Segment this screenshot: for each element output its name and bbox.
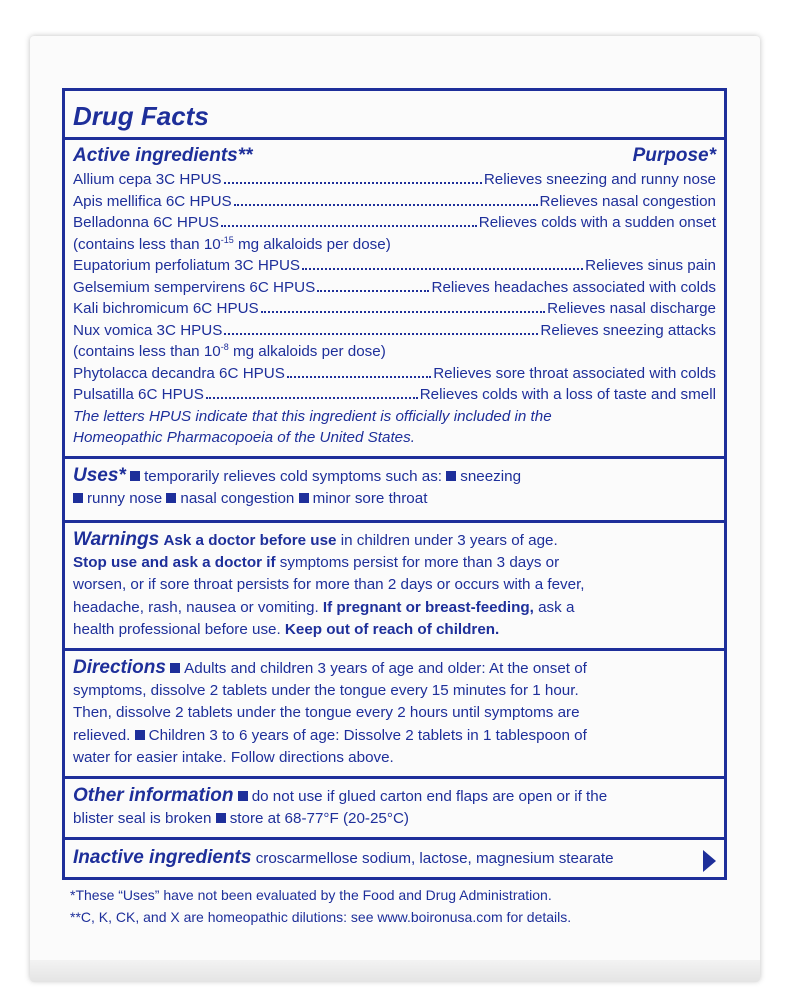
directions-line-5: water for easier intake. Follow directions above. <box>73 749 394 766</box>
ingredient-name: Kali bichromicum 6C HPUS <box>73 300 259 317</box>
ingredient-row <box>73 384 716 406</box>
ingredient-purpose: Relieves colds with a sudden onset <box>478 214 716 231</box>
continue-arrow-icon <box>703 850 716 872</box>
ingredient-purpose: Relieves headaches associated with colds <box>431 278 716 296</box>
warnings-line-1 <box>73 529 716 552</box>
uses-heading: Uses* <box>73 465 126 486</box>
purpose-heading: Purpose* <box>632 145 716 166</box>
uses-item: sneezing <box>460 468 522 485</box>
ingredient-row <box>73 169 716 191</box>
hpus-note-line-1: The letters HPUS indicate that this ingredient is officially included in the <box>73 407 552 425</box>
square-bullet-icon <box>238 791 248 801</box>
dot-leader <box>234 204 538 206</box>
ingredient-row <box>73 191 716 213</box>
other-info-line-2 <box>73 808 716 830</box>
uses-item: runny nose <box>87 490 163 507</box>
other-info-line-1 <box>73 785 716 808</box>
ingredient-row <box>73 320 716 342</box>
warnings-line-3: worsen, or if sore throat persists for more than 2 days or occurs with a fever, <box>73 576 585 593</box>
warning-text: health professional before use. <box>73 621 285 638</box>
inactive-text: croscarmellose sodium, lactose, magnesium stearate <box>255 850 614 867</box>
directions-line-3: Then, dissolve 2 tablets under the tongue every 2 hours until symptoms are <box>73 704 580 721</box>
square-bullet-icon <box>216 813 226 823</box>
directions-divider <box>65 648 724 651</box>
directions-line-1 <box>73 657 716 680</box>
ingredient-name: Phytolacca decandra 6C HPUS <box>73 364 285 382</box>
inactive-line <box>73 847 716 870</box>
ingredient-purpose: Relieves sore throat associated with colds <box>433 364 716 382</box>
note-exponent: -8 <box>220 342 229 352</box>
drug-facts-panel <box>62 88 727 880</box>
note-text: mg alkaloids per dose) <box>233 235 391 253</box>
dot-leader <box>224 182 482 184</box>
other-info-divider <box>65 776 724 779</box>
warning-text: ask a <box>533 598 575 616</box>
warning-text: headache, rash, nausea or vomiting. <box>73 598 323 616</box>
warnings-divider <box>65 520 724 523</box>
other-info-text: store at 68-77°F (20-25°C) <box>229 809 409 827</box>
uses-line-2 <box>73 488 716 510</box>
footnote-uses: *These “Uses” have not been evaluated by the Food and Drug Administration. <box>70 887 552 903</box>
other-info-text: blister seal is broken <box>73 809 212 827</box>
uses-item: temporarily relieves cold symptoms such as: <box>144 468 443 485</box>
warning-text: in children under 3 years of age. <box>336 532 558 549</box>
ingredient-row <box>73 255 716 277</box>
square-bullet-icon <box>299 493 309 503</box>
square-bullet-icon <box>166 493 176 503</box>
nux-alkaloid-note <box>73 341 716 363</box>
ask-doctor-text: Ask a doctor before use <box>163 532 337 549</box>
keep-out-text: Keep out of reach of children. <box>284 621 500 638</box>
directions-heading: Directions <box>73 657 166 678</box>
dot-leader <box>302 268 583 270</box>
active-header-row <box>73 144 716 168</box>
uses-divider <box>65 456 724 459</box>
note-text: mg alkaloids per dose) <box>228 343 386 360</box>
ingredient-purpose: Relieves sneezing attacks <box>540 321 716 339</box>
title-divider <box>65 137 724 140</box>
warnings-line-4 <box>73 597 716 619</box>
ingredient-row <box>73 298 716 320</box>
dot-leader <box>287 376 431 378</box>
directions-text: Adults and children 3 years of age and older: At the onset of <box>184 660 587 677</box>
ingredient-purpose: Relieves sneezing and runny nose <box>483 171 716 188</box>
ingredient-name: Eupatorium perfoliatum 3C HPUS <box>73 257 301 274</box>
warnings-line-5 <box>73 619 716 641</box>
ingredient-name: Belladonna 6C HPUS <box>73 214 220 231</box>
dot-leader <box>224 333 538 335</box>
ingredient-row <box>73 363 716 385</box>
dot-leader <box>221 225 477 227</box>
dot-leader <box>261 311 545 313</box>
ingredient-purpose: Relieves nasal discharge <box>547 300 716 317</box>
footnote-dilutions: **C, K, CK, and X are homeopathic dilutions: see www.boironusa.com for details. <box>70 909 572 925</box>
square-bullet-icon <box>446 471 456 481</box>
directions-text: Children 3 to 6 years of age: Dissolve 2 tablets in 1 tablespoon of <box>148 726 587 744</box>
square-bullet-icon <box>130 471 140 481</box>
active-ingredients-heading: Active ingredients** <box>73 145 253 166</box>
other-information-heading: Other information <box>73 785 234 806</box>
ingredient-name: Apis mellifica 6C HPUS <box>73 192 232 210</box>
warnings-heading: Warnings <box>73 529 160 550</box>
inactive-ingredients-heading: Inactive ingredients <box>73 847 252 868</box>
uses-item: nasal congestion <box>180 490 295 507</box>
hpus-note-line-2: Homeopathic Pharmacopoeia of the United States. <box>73 429 415 446</box>
directions-text: relieved. <box>73 726 131 744</box>
pregnant-text: If pregnant or breast-feeding, <box>322 598 534 616</box>
ingredient-name: Pulsatilla 6C HPUS <box>73 386 204 403</box>
dot-leader <box>317 290 429 292</box>
square-bullet-icon <box>170 663 180 673</box>
note-text: (contains less than 10 <box>73 343 221 360</box>
ingredient-name: Gelsemium sempervirens 6C HPUS <box>73 278 316 296</box>
stop-use-text: Stop use and ask a doctor if <box>73 553 276 571</box>
square-bullet-icon <box>135 730 145 740</box>
uses-line-1 <box>73 465 716 488</box>
carton-bottom-edge <box>30 960 760 982</box>
ingredient-purpose: Relieves sinus pain <box>585 257 716 274</box>
ingredient-row <box>73 212 716 234</box>
warnings-line-2 <box>73 552 716 574</box>
ingredient-name: Nux vomica 3C HPUS <box>73 321 223 339</box>
uses-item: minor sore throat <box>312 490 428 507</box>
inactive-divider <box>65 837 724 840</box>
other-info-text: do not use if glued carton end flaps are open or if the <box>251 788 608 805</box>
directions-line-2: symptoms, dissolve 2 tablets under the tongue every 15 minutes for 1 hour. <box>73 681 579 699</box>
dot-leader <box>206 397 418 399</box>
ingredient-row <box>73 277 716 299</box>
ingredient-name: Allium cepa 3C HPUS <box>73 171 222 188</box>
note-exponent: -15 <box>220 234 234 245</box>
drug-facts-title: Drug Facts <box>73 101 209 131</box>
note-text: (contains less than 10 <box>73 235 221 253</box>
belladonna-alkaloid-note <box>73 234 716 256</box>
square-bullet-icon <box>73 493 83 503</box>
ingredient-purpose: Relieves nasal congestion <box>539 192 716 210</box>
ingredient-purpose: Relieves colds with a loss of taste and smell <box>419 386 716 403</box>
warning-text: symptoms persist for more than 3 days or <box>275 553 560 571</box>
directions-line-4 <box>73 725 716 747</box>
